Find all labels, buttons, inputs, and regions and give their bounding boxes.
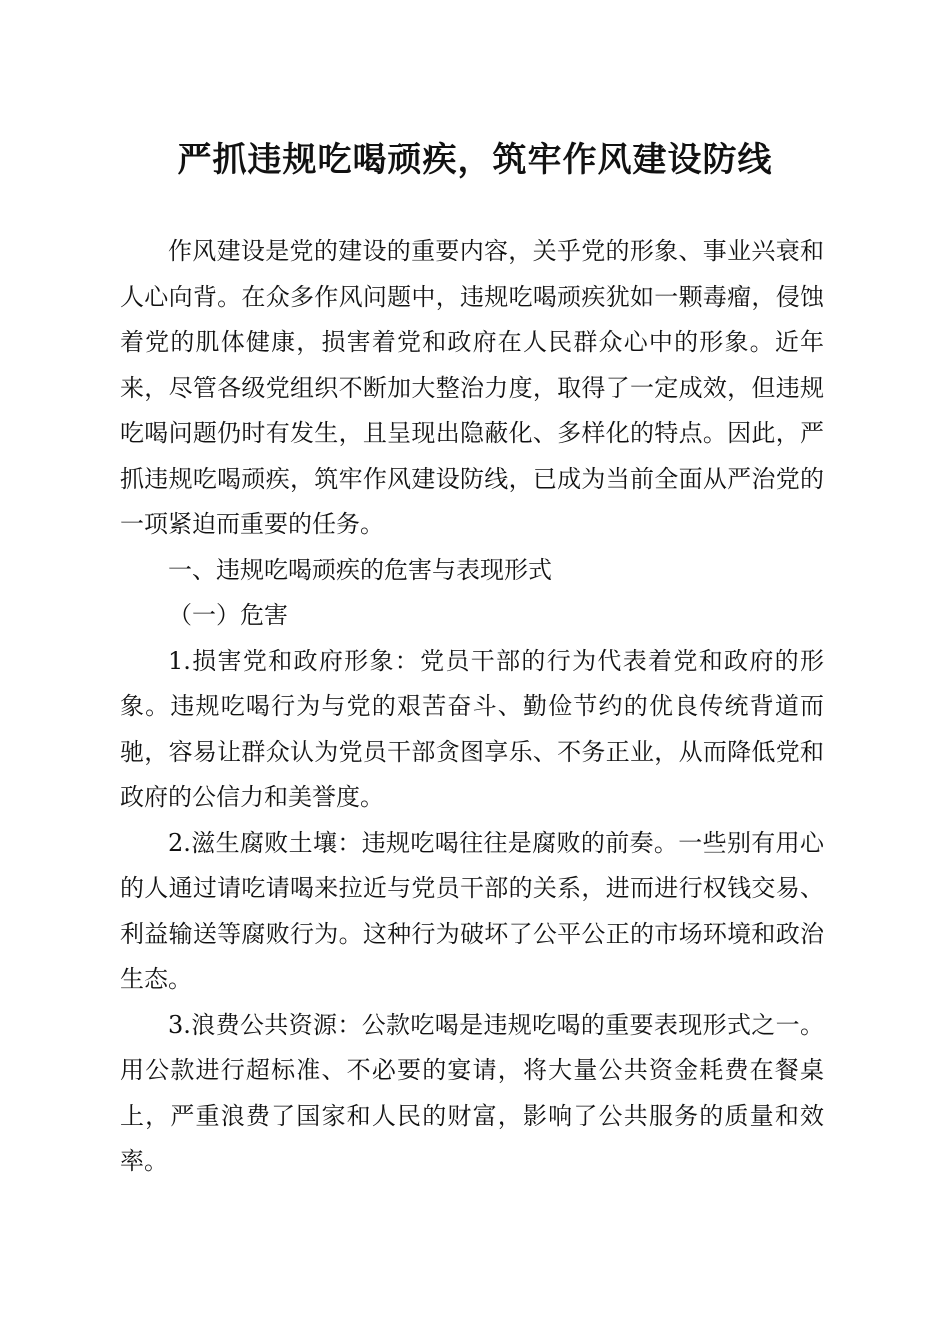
harm-item-1: 1.损害党和政府形象：党员干部的行为代表着党和政府的形象。违规吃喝行为与党的艰苦奋斗、勤俭节约的优良传统背道而驰，容易让群众认为党员干部贪图享乐、不务正业，从而降低党和政府的公信力和美誉度。 xyxy=(120,646,824,811)
document-title: 严抓违规吃喝顽疾，筑牢作风建设防线 xyxy=(177,140,773,180)
harm-item-2: 2.滋生腐败土壤：违规吃喝往往是腐败的前奏。一些别有用心的人通过请吃请喝来拉近与党员干部的关系，进而进行权钱交易、利益输送等腐败行为。这种行为破坏了公平公正的市场环境和政治生态。 xyxy=(120,828,824,993)
intro-paragraph: 作风建设是党的建设的重要内容，关乎党的形象、事业兴衰和人心向背。在众多作风问题中，违规吃喝顽疾犹如一颗毒瘤，侵蚀着党的肌体健康，损害着党和政府在人民群众心中的形象。近年来，尽管各级党组织不断加大整治力度，取得了一定成效，但违规吃喝问题仍时有发生，且呈现出隐蔽化、多样化的特点。因此，严抓违规吃喝顽疾，筑牢作风建设防线，已成为当前全面从严治党的一项紧迫而重要的任务。 xyxy=(120,237,824,538)
subsection-heading: （一）危害 xyxy=(168,601,288,629)
section-heading: 一、违规吃喝顽疾的危害与表现形式 xyxy=(168,555,552,584)
harm-item-3: 3.浪费公共资源：公款吃喝是违规吃喝的重要表现形式之一。用公款进行超标准、不必要的宴请，将大量公共资金耗费在餐桌上，严重浪费了国家和人民的财富，影响了公共服务的质量和效率。 xyxy=(120,1010,824,1175)
document-body xyxy=(120,229,824,1185)
